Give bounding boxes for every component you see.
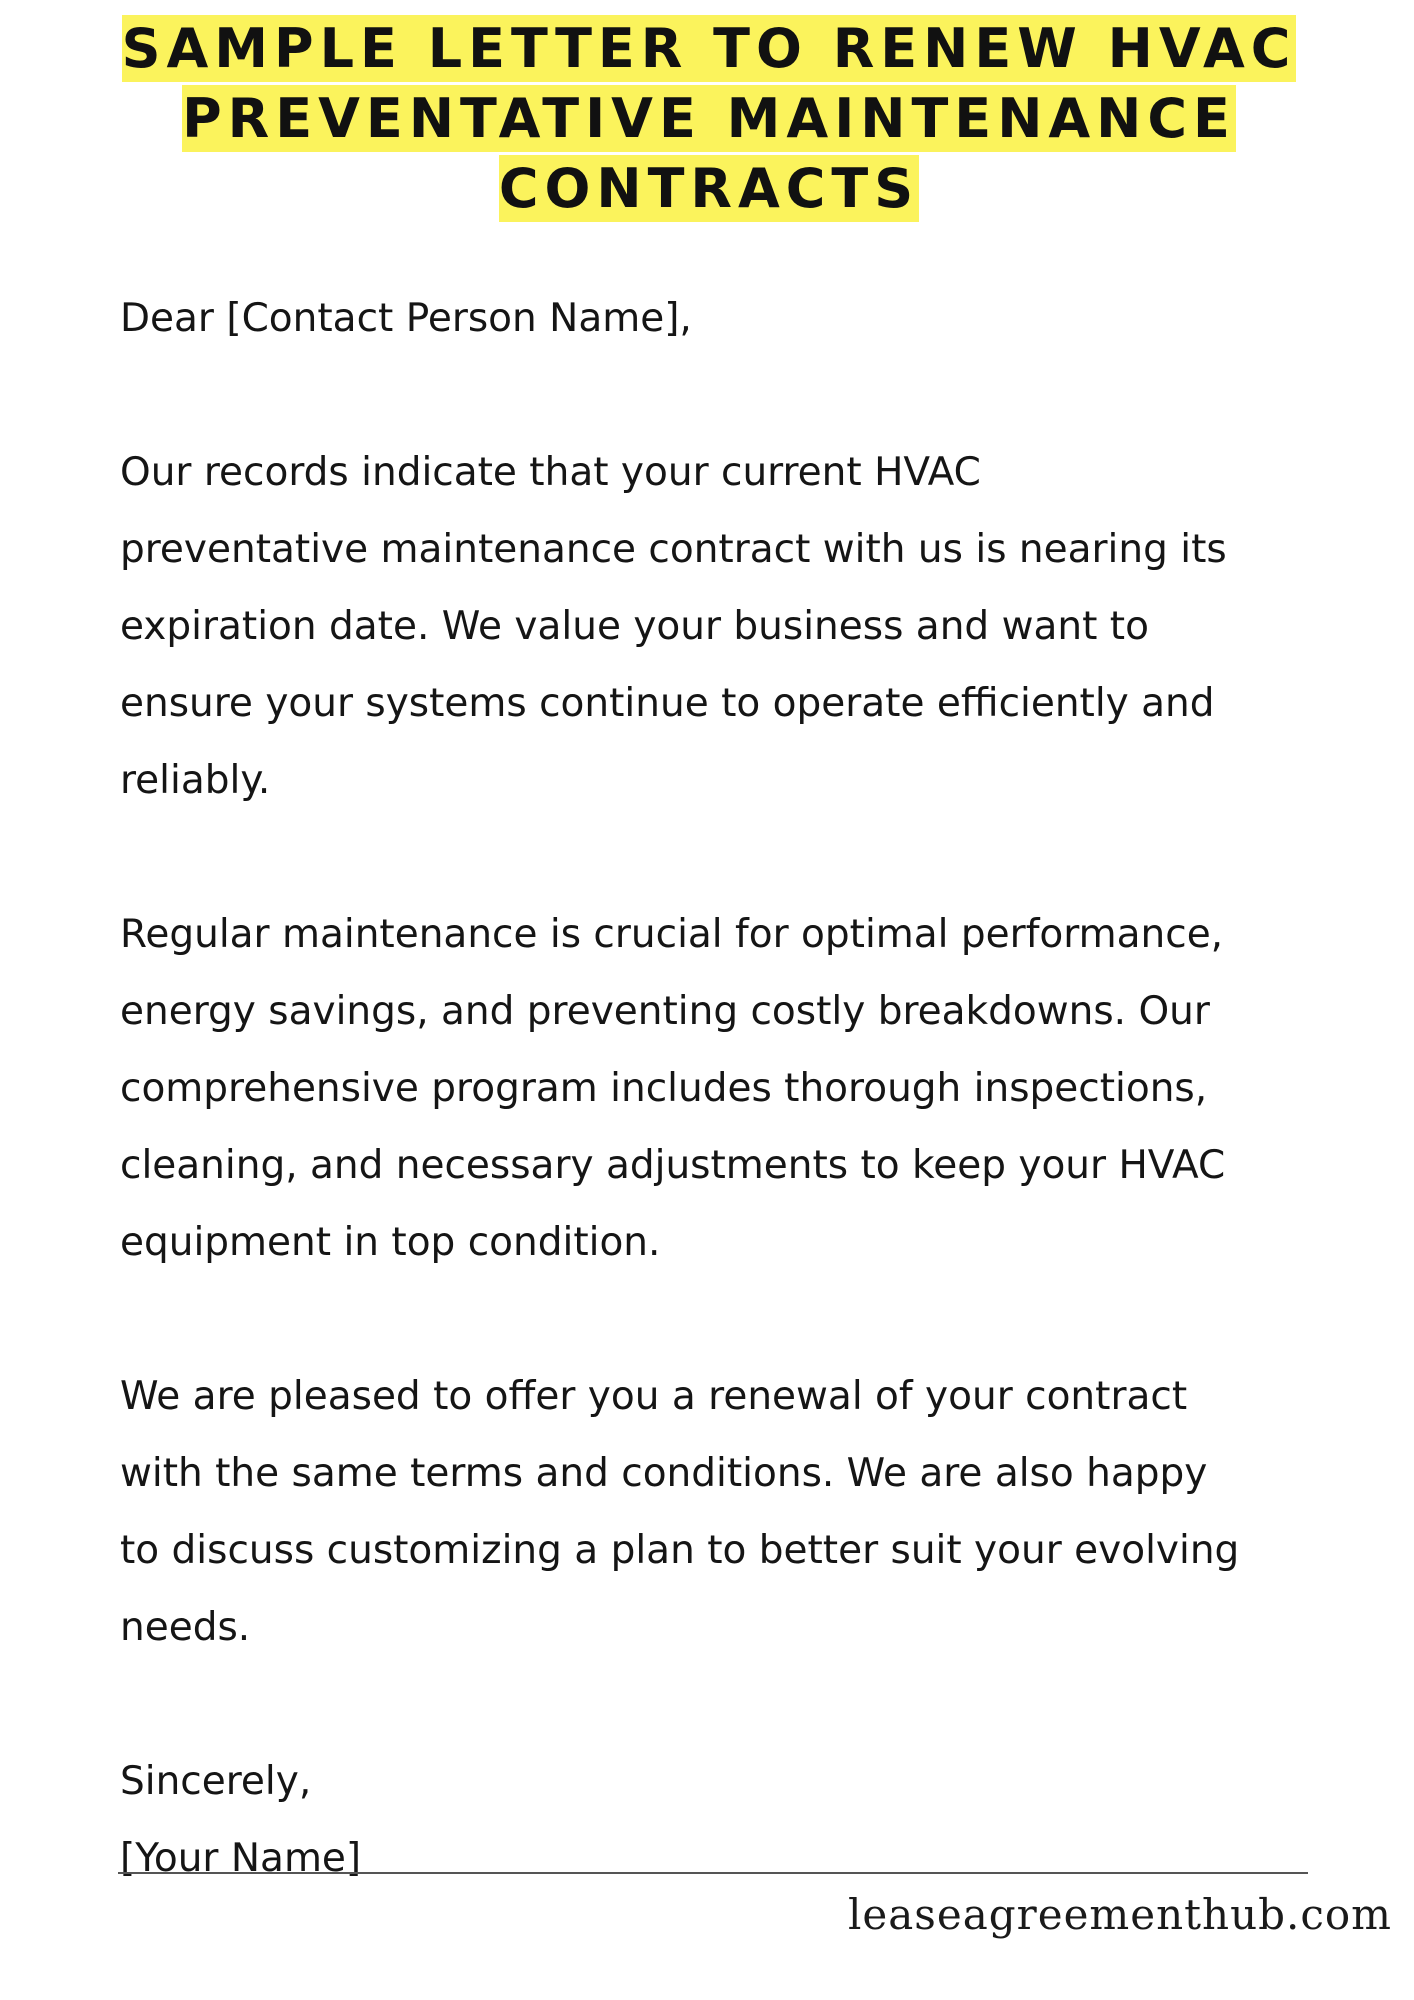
paragraph-1	[120, 434, 1350, 819]
paragraph-2	[120, 896, 1350, 1281]
paragraph-line: comprehensive program includes thorough inspections,	[120, 1066, 1208, 1111]
paragraph-line: We are pleased to offer you a renewal of your contract	[120, 1374, 1188, 1419]
paragraph-line: expiration date. We value your business and want to	[120, 604, 1149, 649]
signature-line	[118, 1872, 1308, 1874]
paragraph-line: equipment in top condition.	[120, 1220, 661, 1265]
footer-brand: leaseagreementhub.com	[847, 1890, 1392, 1939]
paragraph-line: to discuss customizing a plan to better suit your evolving	[120, 1528, 1240, 1573]
salutation: Dear [Contact Person Name],	[120, 296, 692, 341]
paragraph-line: ensure your systems continue to operate efficiently and	[120, 681, 1215, 726]
letter-body	[120, 280, 1350, 1897]
signature-name: [Your Name]	[120, 1836, 362, 1881]
paragraph-line: needs.	[120, 1605, 251, 1650]
closing: Sincerely,	[120, 1759, 312, 1804]
paragraph-line: reliably.	[120, 758, 271, 803]
paragraph-line: Regular maintenance is crucial for optimal performance,	[120, 912, 1224, 957]
title-line-3: CONTRACTS	[498, 157, 920, 220]
paragraph-line: with the same terms and conditions. We are also happy	[120, 1451, 1208, 1496]
title-line-1: SAMPLE LETTER TO RENEW HVAC	[121, 17, 1297, 80]
paragraph-line: energy savings, and preventing costly breakdowns. Our	[120, 989, 1210, 1034]
page-title	[0, 14, 1414, 224]
title-line-2: PREVENTATIVE MAINTENANCE	[182, 87, 1236, 150]
paragraph-line: preventative maintenance contract with us is nearing its	[120, 527, 1227, 572]
paragraph-line: cleaning, and necessary adjustments to keep your HVAC	[120, 1143, 1226, 1188]
paragraph-line: Our records indicate that your current HVAC	[120, 450, 981, 495]
paragraph-3	[120, 1358, 1350, 1666]
